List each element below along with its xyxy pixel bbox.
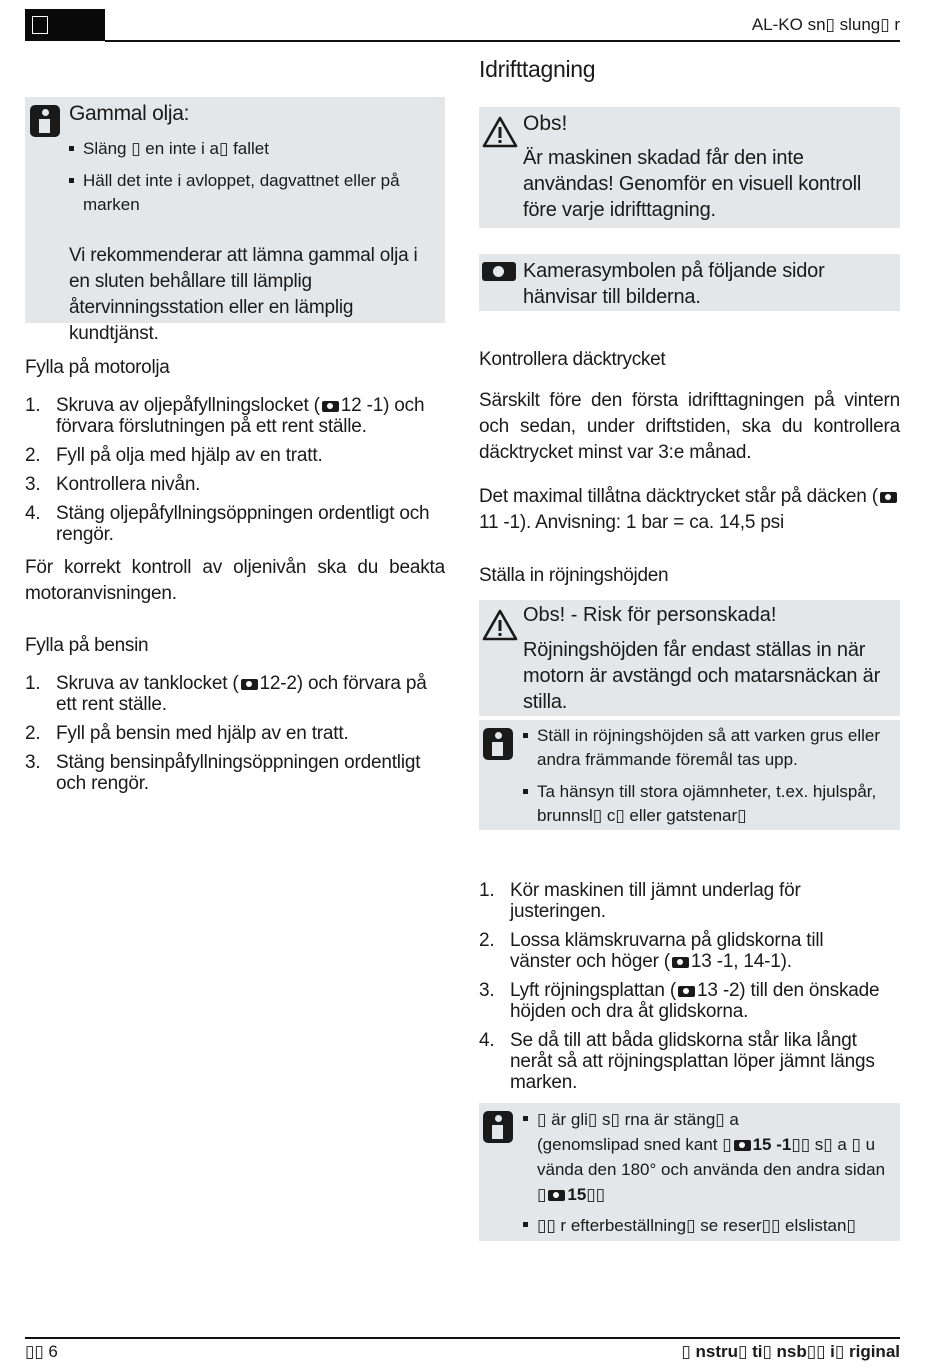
motor-oil-steps bbox=[25, 395, 445, 553]
page-tab bbox=[25, 9, 105, 41]
bullet-item bbox=[523, 1107, 888, 1207]
step-number: 1. bbox=[25, 673, 41, 694]
step-text: Fyll på olja med hjälp av en tratt. bbox=[56, 445, 323, 466]
skid-text: (genomslipad sned kant ▯ bbox=[537, 1135, 732, 1154]
clearing-warning-text: Röjningshöjden får endast ställas in när motorn är avstängd och matarsnäckan är stilla. bbox=[523, 639, 881, 713]
camera-note bbox=[479, 254, 900, 311]
step-number: 2. bbox=[479, 930, 495, 951]
list-item bbox=[25, 752, 445, 794]
info-icon bbox=[483, 1111, 513, 1143]
page-marker bbox=[32, 16, 48, 34]
list-item bbox=[479, 980, 889, 1022]
step-text: Skruva av tanklocket ( bbox=[56, 673, 239, 694]
motor-oil-heading: Fylla på motorolja bbox=[25, 357, 170, 378]
list-item bbox=[25, 723, 445, 744]
step-number: 4. bbox=[479, 1030, 495, 1051]
clearing-steps bbox=[479, 880, 889, 1101]
step-ref: 12 -1) och förvara förslutningen på ett rent ställe. bbox=[56, 395, 425, 437]
step-text: Kontrollera nivån. bbox=[56, 474, 201, 495]
clearing-warning-title: Obs! - Risk för personskada! bbox=[523, 604, 777, 626]
clearing-info-bullets bbox=[523, 724, 883, 828]
warning-icon bbox=[482, 116, 518, 148]
list-item bbox=[25, 474, 445, 495]
warning-box bbox=[479, 107, 900, 228]
bullet-item: ▯▯ r efterbeställning▯ se reser▯▯ elslistan▯ bbox=[523, 1213, 888, 1238]
bullet-item: Släng ▯ en inte i a▯ fallet bbox=[69, 137, 409, 161]
step-text: Se då till att båda glidskorna står lika långt neråt så att röjningsplattan löper jämnt längs marken. bbox=[510, 1030, 875, 1093]
step-number: 2. bbox=[25, 445, 41, 466]
tyre-paragraph-1: Särskilt före den första idrifttagningen på vintern och sedan, under driftstiden, ska du kontrollera däcktrycket minst var 3:e månad. bbox=[479, 390, 900, 463]
camera-note-text: Kamerasymbolen på följande sidor hänvisar till bilderna. bbox=[523, 260, 825, 308]
step-ref: 12-2) och förvara på ett rent ställe. bbox=[56, 673, 427, 715]
step-text: Lossa klämskruvarna på glidskorna till vänster och höger ( bbox=[510, 930, 824, 972]
skid-ref: 15▯▯ bbox=[567, 1185, 605, 1204]
info-icon bbox=[483, 728, 513, 760]
step-text: Fyll på bensin med hjälp av en tratt. bbox=[56, 723, 349, 744]
camera-icon bbox=[322, 401, 339, 412]
skid-ref: 15 -1▯▯ bbox=[752, 1135, 811, 1154]
step-text: Lyft röjningsplattan ( bbox=[510, 980, 676, 1001]
step-number: 1. bbox=[25, 395, 41, 416]
list-item bbox=[479, 880, 889, 922]
step-text: Skruva av oljepåfyllningslocket ( bbox=[56, 395, 320, 416]
commissioning-heading: Idrifttagning bbox=[479, 56, 596, 82]
tyre-text: Det maximal tillåtna däcktrycket står på däcken ( bbox=[479, 486, 878, 507]
camera-icon bbox=[734, 1140, 751, 1151]
page-number: ▯▯ 6 bbox=[25, 1342, 58, 1361]
tyre-ref: 11 -1). Anvisning: 1 bar = ca. 14,5 psi bbox=[479, 512, 785, 533]
old-oil-title: Gammal olja: bbox=[69, 102, 190, 125]
petrol-steps bbox=[25, 673, 445, 802]
skid-info-box bbox=[479, 1103, 900, 1241]
step-number: 2. bbox=[25, 723, 41, 744]
header-title: AL-KO sn▯ slung▯ r bbox=[751, 15, 900, 34]
step-text: Stäng oljepåfyllningsöppningen ordentligt och rengör. bbox=[56, 503, 430, 545]
old-oil-note bbox=[25, 97, 445, 344]
step-number: 4. bbox=[25, 503, 41, 524]
old-oil-text: Vi rekommenderar att lämna gammal olja i en sluten behållare till lämplig återvinningsstation eller en lämplig kundtjänst. bbox=[69, 245, 418, 344]
tyre-paragraph-2 bbox=[479, 484, 900, 536]
step-number: 3. bbox=[479, 980, 495, 1001]
footer-title: ▯ nstru▯ ti▯ nsb▯▯ i▯ riginal bbox=[681, 1342, 900, 1361]
list-item bbox=[25, 395, 445, 437]
camera-icon bbox=[678, 986, 695, 997]
footer-rule bbox=[25, 1337, 900, 1339]
skid-text: ▯ är gli▯ s▯ rna är stäng▯ a bbox=[537, 1110, 739, 1129]
camera-icon bbox=[241, 679, 258, 690]
step-text: Kör maskinen till jämnt underlag för justeringen. bbox=[510, 880, 801, 922]
motor-oil-note: För korrekt kontroll av oljenivån ska du beakta motoranvisningen. bbox=[25, 557, 445, 604]
skid-info-bullets bbox=[523, 1107, 888, 1238]
step-ref: 13 -2) till den önskade höjden och dra åt glidskorna. bbox=[510, 980, 880, 1022]
tyre-heading: Kontrollera däcktrycket bbox=[479, 349, 666, 370]
petrol-heading: Fylla på bensin bbox=[25, 635, 149, 656]
step-text: Stäng bensinpåfyllningsöppningen ordentligt och rengör. bbox=[56, 752, 421, 794]
camera-icon bbox=[672, 957, 689, 968]
skid-text: vända den 180° och använda den andra sidan bbox=[537, 1160, 886, 1179]
list-item bbox=[25, 503, 445, 545]
step-ref: 13 -1, 14-1). bbox=[690, 951, 792, 972]
warning-text: Är maskinen skadad får den inte användas! Genomför en visuell kontroll före varje idrifttagning. bbox=[523, 147, 862, 221]
list-item bbox=[25, 673, 445, 715]
warning-title: Obs! bbox=[523, 112, 568, 135]
camera-icon bbox=[548, 1190, 565, 1201]
header-rule bbox=[105, 40, 900, 42]
step-number: 3. bbox=[25, 752, 41, 773]
clearing-warning-box bbox=[479, 600, 900, 716]
old-oil-bullets bbox=[69, 137, 409, 217]
clearing-heading: Ställa in röjningshöjden bbox=[479, 565, 669, 586]
clearing-info-box bbox=[479, 720, 900, 830]
step-number: 1. bbox=[479, 880, 495, 901]
list-item bbox=[479, 1030, 889, 1093]
skid-text: s▯ a ▯ u bbox=[810, 1135, 876, 1154]
camera-icon bbox=[880, 492, 897, 503]
info-icon bbox=[30, 105, 60, 137]
list-item bbox=[479, 930, 889, 972]
warning-icon bbox=[482, 609, 518, 641]
camera-icon bbox=[482, 262, 516, 281]
step-number: 3. bbox=[25, 474, 41, 495]
bullet-item: Häll det inte i avloppet, dagvattnet eller på marken bbox=[69, 169, 409, 217]
skid-text: ▯ bbox=[537, 1185, 547, 1204]
list-item bbox=[25, 445, 445, 466]
bullet-item: Ta hänsyn till stora ojämnheter, t.ex. hjulspår, brunnsl▯ c▯ eller gatstenar▯ bbox=[523, 780, 883, 828]
bullet-item: Ställ in röjningshöjden så att varken grus eller andra främmande föremål tas upp. bbox=[523, 724, 883, 772]
